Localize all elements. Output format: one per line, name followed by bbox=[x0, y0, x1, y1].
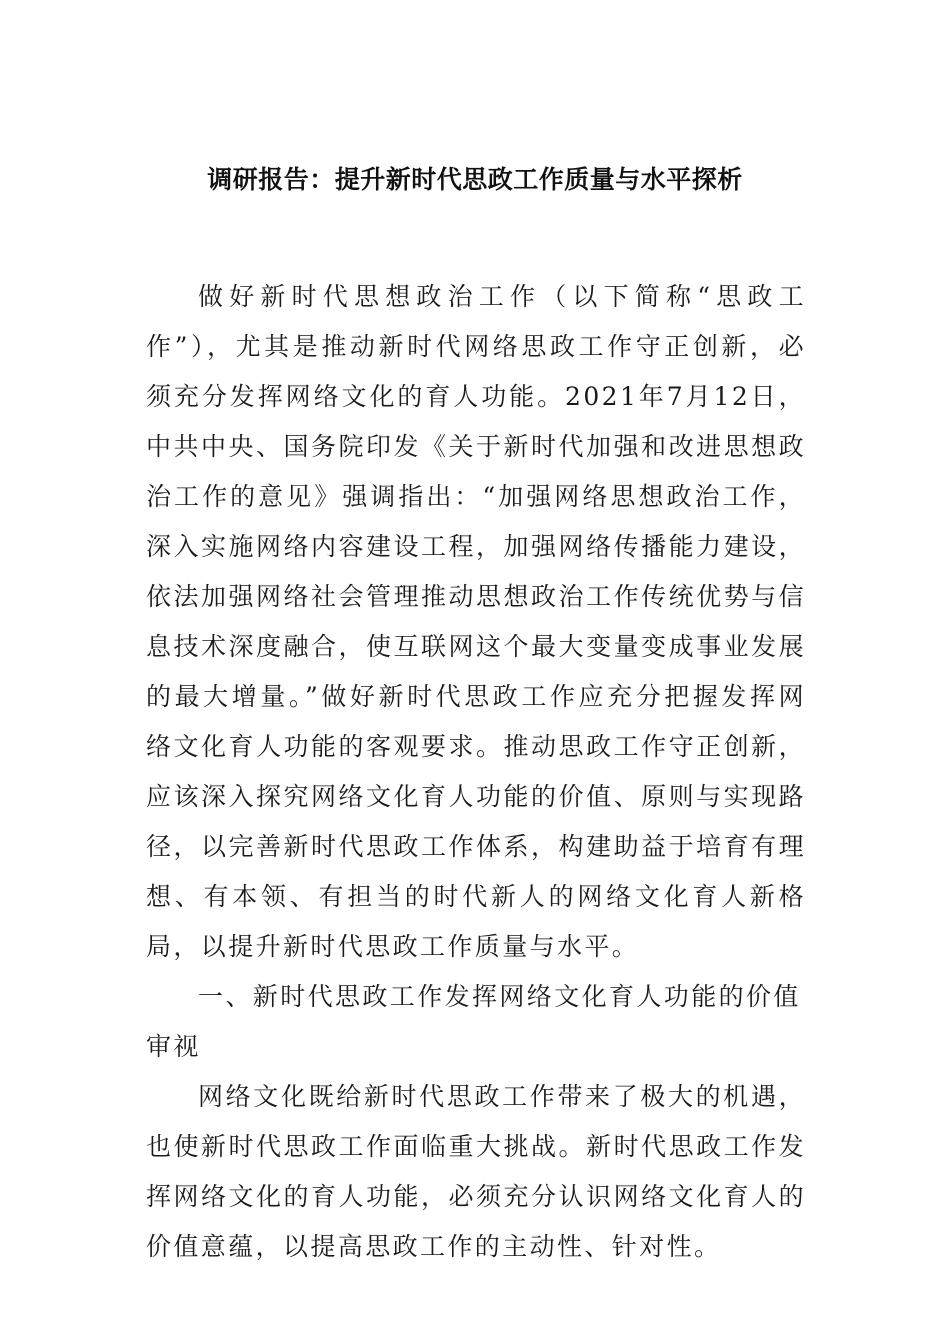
section-heading: 一、新时代思政工作发挥网络文化育人功能的价值审视 bbox=[146, 982, 801, 1061]
document-body bbox=[146, 272, 806, 1272]
document-title: 调研报告：提升新时代思政工作质量与水平探析 bbox=[207, 165, 743, 194]
intro-paragraph: 做好新时代思想政治工作（以下简称“思政工作”），尤其是推动新时代网络思政工作守正创新，必须充分发挥网络文化的育人功能。2021年7月12日，中共中央、国务院印发《关于新时代加强和改进思想政治工作的意见》强调指出：“加强网络思想政治工作，深入实施网络内容建设工程，加强网络传播能力建设，依法加强网络社会管理推动思想政治工作传统优势与信息技术深度融合，使互联网这个最大变量变成事业发展的最大增量。”做好新时代思政工作应充分把握发挥网络文化育人功能的客观要求。推动思政工作守正创新，应该深入探究网络文化育人功能的价值、原则与实现路径，以完善新时代思政工作体系，构建助益于培育有理想、有本领、有担当的时代新人的网络文化育人新格局，以提升新时代思政工作质量与水平。 bbox=[146, 282, 806, 961]
section-paragraph: 网络文化既给新时代思政工作带来了极大的机遇，也使新时代思政工作面临重大挑战。新时代思政工作发挥网络文化的育人功能，必须充分认识网络文化育人的价值意蕴，以提高思政工作的主动性、针对性。 bbox=[146, 1082, 806, 1261]
